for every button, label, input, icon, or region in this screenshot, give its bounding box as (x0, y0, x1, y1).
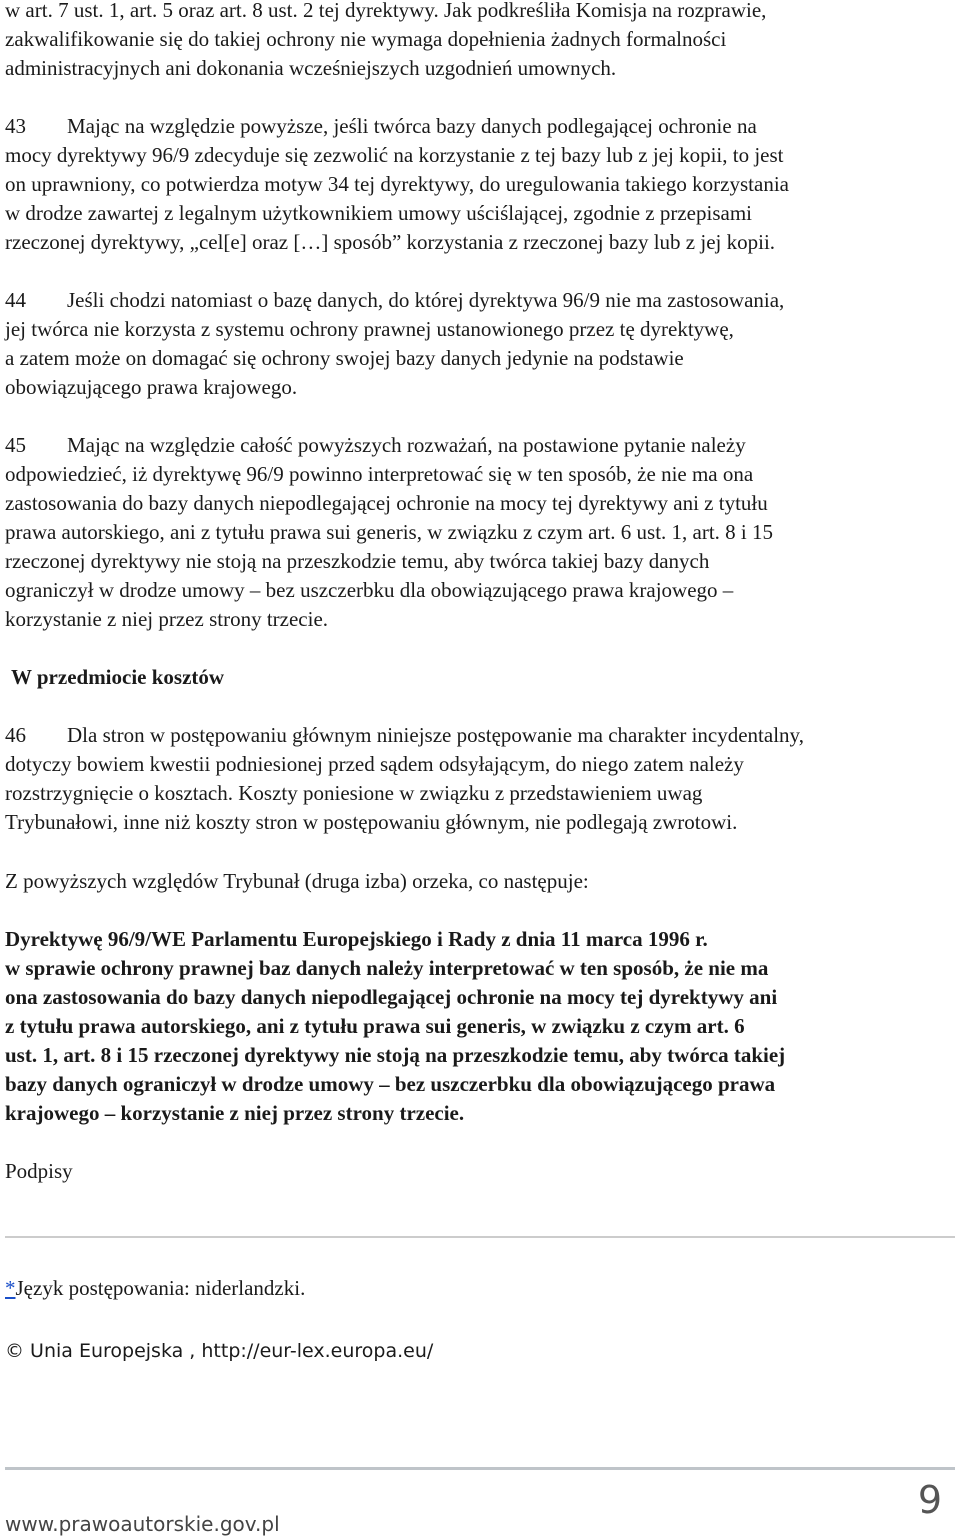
text-line: Jeśli chodzi natomiast o bazę danych, do której dyrektywa 96/9 nie ma zastosowania, (67, 288, 785, 312)
text-line: Trybunałowi, inne niż koszty stron w postępowaniu głównym, nie podlegają zwrotowi. (5, 810, 738, 834)
text-line: odpowiedzieć, iż dyrektywę 96/9 powinno interpretować się w ten sposób, że nie ma ona (5, 462, 754, 486)
text-line: Mając na względzie powyższe, jeśli twórca bazy danych podlegającej ochronie na (67, 114, 757, 138)
text-line: administracyjnych ani dokonania wcześniejszych uzgodnień umownych. (5, 56, 617, 80)
text-line: Dyrektywę 96/9/WE Parlamentu Europejskiego i Rady z dnia 11 marca 1996 r. (5, 927, 708, 951)
text-line: ograniczył w drodze umowy – bez uszczerbku dla obowiązującego prawa krajowego – (5, 578, 734, 602)
text-line: jej twórca nie korzysta z systemu ochrony prawnej ustanowionego przez tę dyrektywę, (5, 317, 734, 341)
text-line: z tytułu prawa autorskiego, ani z tytułu prawa sui generis, w związku z czym art. 6 (5, 1014, 745, 1038)
text-line: ust. 1, art. 8 i 15 rzeczonej dyrektywy nie stoją na przeszkodzie temu, aby twórca takiej (5, 1043, 786, 1067)
ruling-operative-part (5, 925, 957, 1128)
paragraph-43 (5, 112, 957, 257)
footnote (5, 1274, 957, 1303)
text-line: Mając na względzie całość powyższych rozważań, na postawione pytanie należy (67, 433, 746, 457)
page-number: 9 (917, 1478, 942, 1522)
text-line: ona zastosowania do bazy danych niepodlegającej ochronie na mocy tej dyrektywy ani (5, 985, 778, 1009)
paragraph-45 (5, 431, 957, 634)
ruling-intro: Z powyższych względów Trybunał (druga izba) orzeka, co następuje: (5, 869, 589, 893)
text-line: korzystanie z niej przez strony trzecie. (5, 607, 329, 631)
paragraph-number: 46 (5, 723, 26, 747)
footer-website-url: www.prawoautorskie.gov.pl (5, 1512, 280, 1536)
paragraph-number: 44 (5, 288, 26, 312)
footnote-divider (5, 1236, 955, 1238)
paragraph-44 (5, 286, 957, 402)
text-line: w sprawie ochrony prawnej baz danych należy interpretować w ten sposób, że nie ma (5, 956, 769, 980)
text-line: krajowego – korzystanie z niej przez strony trzecie. (5, 1101, 465, 1125)
text-line: on uprawniony, co potwierdza motyw 34 tej dyrektywy, do uregulowania takiego korzystania (5, 172, 789, 196)
text-line: obowiązującego prawa krajowego. (5, 375, 298, 399)
signatures-label: Podpisy (5, 1159, 73, 1183)
text-line: mocy dyrektywy 96/9 zdecyduje się zezwolić na korzystanie z tej bazy lub z jej kopii, to jest (5, 143, 784, 167)
text-line: prawa autorskiego, ani z tytułu prawa sui generis, w związku z czym art. 6 ust. 1, art. 8 i 15 (5, 520, 774, 544)
text-line: dotyczy bowiem kwestii podniesionej przed sądem odsyłającym, do niego zatem należy (5, 752, 744, 776)
paragraph-46 (5, 721, 957, 837)
copyright-notice: © Unia Europejska , http://eur-lex.europa.eu/ (5, 1340, 434, 1362)
text-line: rzeczonej dyrektywy nie stoją na przeszkodzie temu, aby twórca takiej bazy danych (5, 549, 710, 573)
text-line: a zatem może on domagać się ochrony swojej bazy danych jedynie na podstawie (5, 346, 684, 370)
footnote-text: Język postępowania: niderlandzki. (15, 1276, 306, 1300)
footer-divider (5, 1467, 955, 1470)
text-line: w art. 7 ust. 1, art. 5 oraz art. 8 ust. 2 tej dyrektywy. Jak podkreśliła Komisja na rozprawie, (5, 0, 767, 22)
footnote-marker-link[interactable]: * (5, 1276, 16, 1300)
text-line: rzeczonej dyrektywy, „cel[e] oraz […] sposób” korzystania z rzeczonej bazy lub z jej kopii. (5, 230, 776, 254)
text-line: zakwalifikowanie się do takiej ochrony nie wymaga dopełnienia żadnych formalności (5, 27, 727, 51)
text-line: bazy danych ograniczył w drodze umowy – bez uszczerbku dla obowiązującego prawa (5, 1072, 776, 1096)
paragraph-number: 43 (5, 114, 26, 138)
costs-heading: W przedmiocie kosztów (11, 665, 225, 689)
text-line: zastosowania do bazy danych niepodlegającej ochronie na mocy tej dyrektywy ani z tytułu (5, 491, 768, 515)
text-line: w drodze zawartej z legalnym użytkownikiem umowy uściślającej, zgodnie z przepisami (5, 201, 752, 225)
intro-paragraph (5, 0, 957, 83)
text-line: rozstrzygnięcie o kosztach. Koszty poniesione w związku z przedstawieniem uwag (5, 781, 703, 805)
paragraph-number: 45 (5, 433, 26, 457)
text-line: Dla stron w postępowaniu głównym niniejsze postępowanie ma charakter incydentalny, (67, 723, 804, 747)
